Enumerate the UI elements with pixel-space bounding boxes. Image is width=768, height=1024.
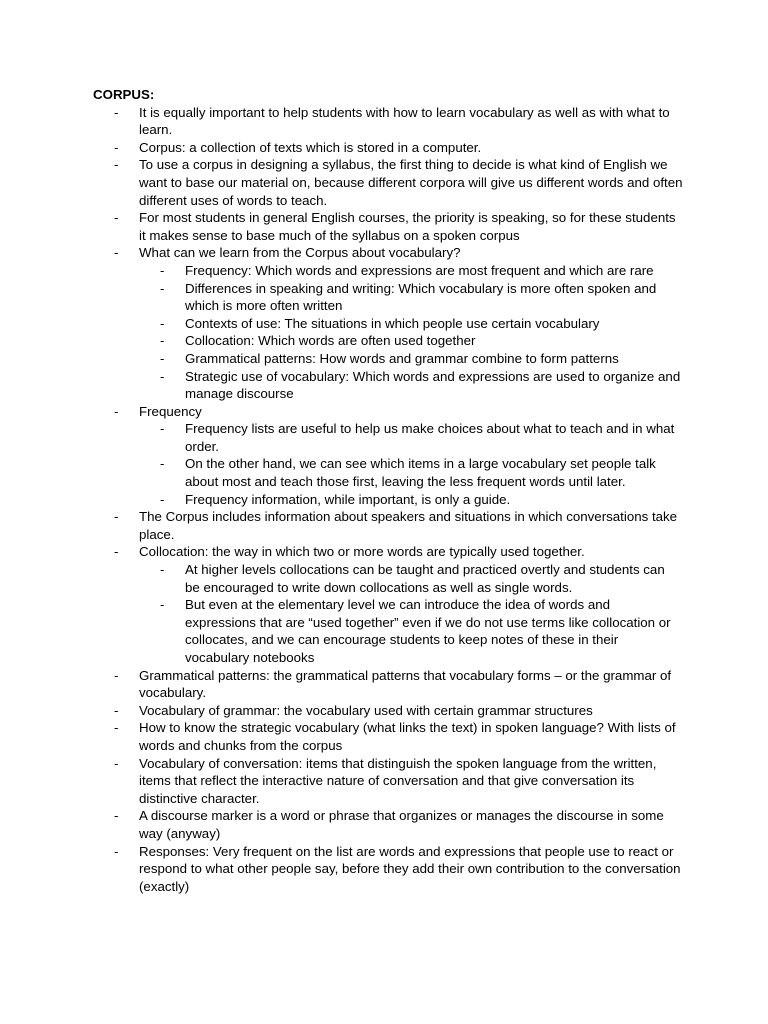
sub-list-item-text: Frequency information, while important, is only a guide. bbox=[185, 491, 511, 507]
sub-list-item bbox=[139, 420, 683, 455]
bullet-dash: - bbox=[114, 720, 119, 736]
list-item-text: The Corpus includes information about speakers and situations in which conversations take place. bbox=[139, 509, 678, 542]
list-item-text: Grammatical patterns: the grammatical patterns that vocabulary forms – or the grammar of vocabulary. bbox=[139, 667, 672, 701]
list-item bbox=[93, 104, 683, 139]
bullet-dash: - bbox=[114, 843, 119, 859]
sub-list-item bbox=[139, 455, 683, 490]
bullet-dash: - bbox=[160, 421, 165, 437]
bullet-dash: - bbox=[114, 509, 119, 525]
bullet-dash: - bbox=[160, 262, 165, 278]
sub-list-item bbox=[139, 561, 683, 596]
list-item-text: Frequency bbox=[139, 403, 202, 419]
list-item bbox=[93, 209, 683, 244]
bullet-dash: - bbox=[114, 210, 119, 226]
bullet-dash: - bbox=[160, 491, 165, 507]
list-item bbox=[93, 702, 683, 720]
list-item-text: Responses: Very frequent on the list are words and expressions that people use to react or respond to what other people say, before they add their own contribution to the conversation (exactly) bbox=[139, 843, 681, 894]
sub-bullet-list bbox=[139, 561, 683, 667]
list-item bbox=[93, 667, 683, 702]
list-item-text: To use a corpus in designing a syllabus, the first thing to decide is what kind of English we want to base our material on, because different corpora will give us different words and often different uses of words to teach. bbox=[139, 157, 683, 208]
list-item-text: How to know the strategic vocabulary (what links the text) in spoken language? With lists of words and chunks from the corpus bbox=[139, 720, 676, 753]
list-item-text: Vocabulary of conversation: items that distinguish the spoken language from the written, items that reflect the interactive nature of conversation and that give conversation its distinctive character. bbox=[139, 755, 657, 806]
sub-list-item bbox=[139, 350, 683, 368]
sub-list-item-text: Frequency: Which words and expressions are most frequent and which are rare bbox=[185, 262, 654, 278]
bullet-dash: - bbox=[114, 104, 119, 120]
bullet-dash: - bbox=[160, 368, 165, 384]
sub-list-item-text: Frequency lists are useful to help us make choices about what to teach and in what order. bbox=[185, 421, 675, 454]
list-item bbox=[93, 807, 683, 842]
document-body bbox=[93, 86, 683, 895]
bullet-dash: - bbox=[160, 562, 165, 578]
bullet-dash: - bbox=[160, 280, 165, 296]
list-item bbox=[93, 508, 683, 543]
sub-bullet-list bbox=[139, 262, 683, 403]
sub-list-item bbox=[139, 262, 683, 280]
list-item-text: It is equally important to help students with how to learn vocabulary as well as with what to learn. bbox=[139, 104, 670, 138]
sub-list-item-text: Grammatical patterns: How words and grammar combine to form patterns bbox=[185, 350, 619, 366]
sub-list-item-text: Strategic use of vocabulary: Which words and expressions are used to organize and manage discourse bbox=[185, 368, 681, 402]
sub-list-item-text: At higher levels collocations can be taught and practiced overtly and students can be encouraged to write down collocations as well as single words. bbox=[185, 562, 665, 595]
bullet-dash: - bbox=[114, 702, 119, 718]
sub-list-item-text: Contexts of use: The situations in which people use certain vocabulary bbox=[185, 315, 600, 331]
sub-list-item bbox=[139, 491, 683, 509]
bullet-dash: - bbox=[114, 157, 119, 173]
list-item-text: Vocabulary of grammar: the vocabulary used with certain grammar structures bbox=[139, 702, 593, 718]
sub-list-item bbox=[139, 368, 683, 403]
bullet-dash: - bbox=[160, 315, 165, 331]
list-item-text: For most students in general English courses, the priority is speaking, so for these students it makes sense to base much of the syllabus on a spoken corpus bbox=[139, 210, 676, 243]
bullet-dash: - bbox=[160, 350, 165, 366]
bullet-dash: - bbox=[160, 597, 165, 613]
list-item bbox=[93, 755, 683, 808]
sub-bullet-list bbox=[139, 420, 683, 508]
bullet-dash: - bbox=[160, 456, 165, 472]
list-item bbox=[93, 719, 683, 754]
bullet-dash: - bbox=[160, 333, 165, 349]
list-item-text: Corpus: a collection of texts which is stored in a computer. bbox=[139, 139, 482, 155]
document-title: CORPUS: bbox=[93, 87, 155, 102]
sub-list-item-text: Differences in speaking and writing: Which vocabulary is more often spoken and which is more often written bbox=[185, 280, 657, 314]
list-item bbox=[93, 244, 683, 402]
list-item bbox=[93, 843, 683, 896]
sub-list-item-text: Collocation: Which words are often used together bbox=[185, 333, 476, 349]
list-item-text: What can we learn from the Corpus about vocabulary? bbox=[139, 245, 461, 261]
sub-list-item-text: On the other hand, we can see which items in a large vocabulary set people talk about most and teach those first, leaving the less frequent words until later. bbox=[185, 456, 656, 490]
list-item-text: Collocation: the way in which two or more words are typically used together. bbox=[139, 544, 585, 560]
sub-list-item bbox=[139, 315, 683, 333]
sub-list-item bbox=[139, 332, 683, 350]
list-item bbox=[93, 156, 683, 209]
bullet-dash: - bbox=[114, 808, 119, 824]
bullet-dash: - bbox=[114, 139, 119, 155]
bullet-dash: - bbox=[114, 403, 119, 419]
sub-list-item bbox=[139, 280, 683, 315]
bullet-dash: - bbox=[114, 544, 119, 560]
bullet-dash: - bbox=[114, 667, 119, 683]
list-item bbox=[93, 543, 683, 666]
bullet-dash: - bbox=[114, 245, 119, 261]
sub-list-item-text: But even at the elementary level we can introduce the idea of words and expressions that are “used together” even if we do not use terms like collocation or collocates, and we can encourage students to keep notes of these in their vocabulary notebooks bbox=[185, 597, 671, 665]
bullet-dash: - bbox=[114, 755, 119, 771]
bullet-list bbox=[93, 104, 683, 896]
sub-list-item bbox=[139, 596, 683, 666]
list-item bbox=[93, 403, 683, 509]
list-item bbox=[93, 139, 683, 157]
list-item-text: A discourse marker is a word or phrase that organizes or manages the discourse in some way (anyway) bbox=[139, 808, 664, 841]
